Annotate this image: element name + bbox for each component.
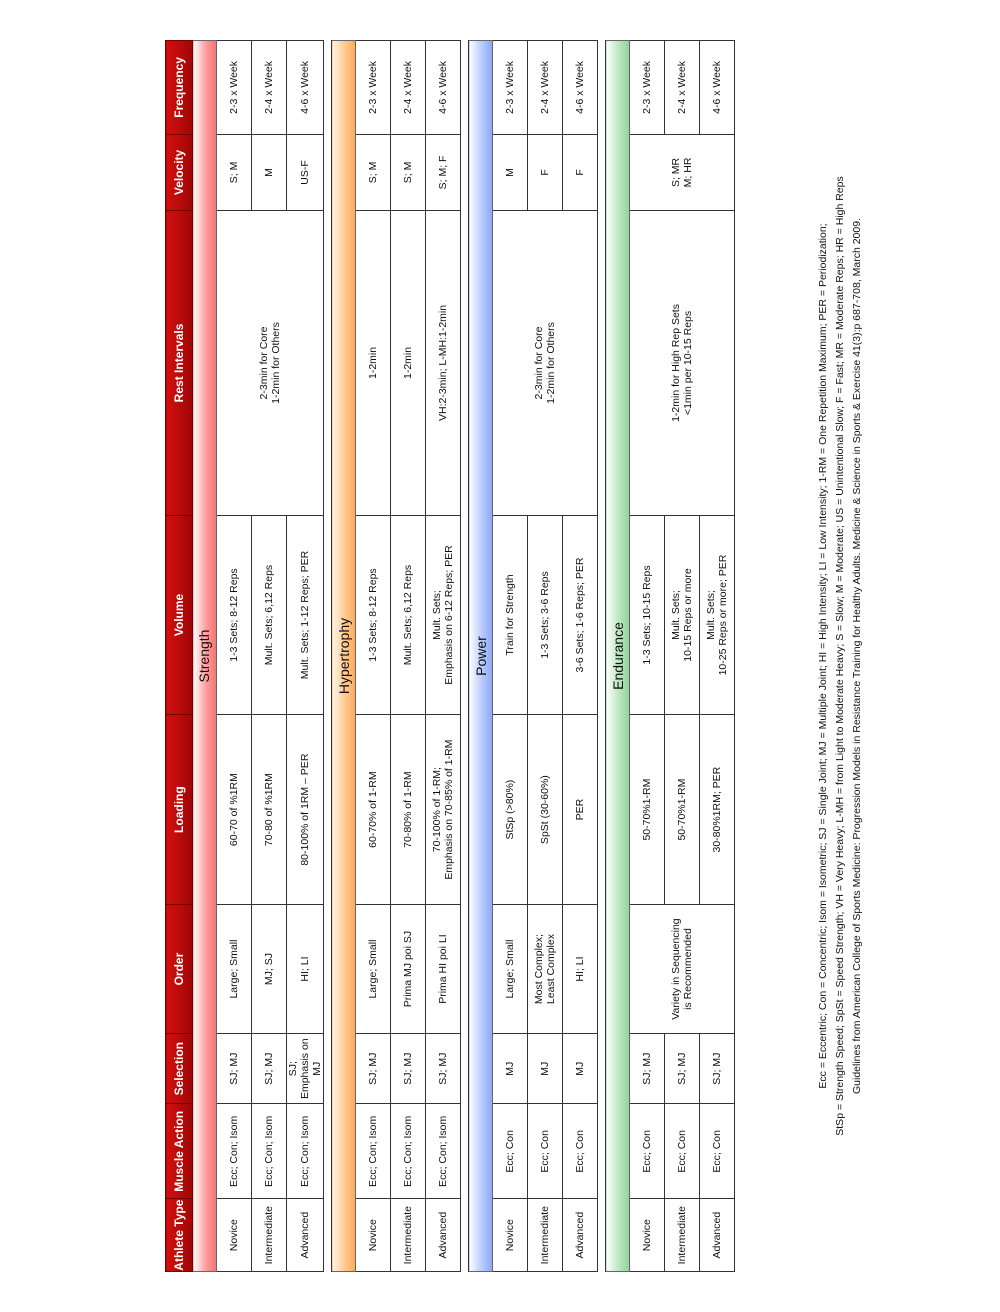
loading: 50-70%1-RM [665,715,700,905]
source-citation: Guidelines from American College of Sports Medicine: Progression Models in Resistance Training for Healthy Adults. Medicine & Science in Sports & Exercise 41(3):p 687-708, March 2009. [851,218,863,1095]
velocity: S; MR M; HR [630,134,735,210]
loading: 70-80 of %1RM [252,715,287,905]
table-row [493,41,528,1272]
velocity: F [563,134,598,210]
loading: 70-80% of 1-RM [391,715,426,905]
section-gap [324,41,332,1272]
order: Prima MJ poi SJ [391,905,426,1034]
athlete-type: Advanced [287,1199,324,1272]
frequency: 2-3 x Week [356,41,391,135]
abbreviations-line-2: StSp = Strength Speed; SpSt = Speed Strength; VH = Very Heavy; L-MH = from Light to Moderate Heavy; S = Slow; M = Moderate; US = Unintentional Slow; F = Fast; MR = Moderate Reps; HR = High Reps [834,176,846,1136]
col-muscle-action: Muscle Action [166,1104,193,1199]
volume: Mult. Sets; Emphasis on 6-12 Reps; PER [426,515,461,714]
loading: 60-70 of %1RM [217,715,252,905]
selection: SJ; MJ [665,1034,700,1104]
velocity: M [252,134,287,210]
rest-intervals: 1-2min [391,211,426,516]
volume: Mult. Sets; 10-15 Reps or more [665,515,700,714]
rotated-page [165,40,863,1272]
selection: MJ [528,1034,563,1104]
section-title-endurance: Endurance [606,41,630,1272]
section-title-strength: Strength [193,41,217,1272]
velocity: S; M [217,134,252,210]
section-hypertrophy [332,41,356,1272]
volume: Train for Strength [493,515,528,714]
col-velocity: Velocity [166,134,193,210]
muscle-action: Ecc; Con; Isom [391,1104,426,1199]
frequency: 2-4 x Week [665,41,700,135]
col-selection: Selection [166,1034,193,1104]
muscle-action: Ecc; Con [630,1104,665,1199]
muscle-action: Ecc; Con [493,1104,528,1199]
loading: 30-80%1RM; PER [700,715,735,905]
selection: SJ; MJ [356,1034,391,1104]
rest-line: 2-3min for Core [258,326,271,400]
frequency: 2-4 x Week [391,41,426,135]
rest-intervals: 1-2min [356,211,391,516]
athlete-type: Novice [493,1199,528,1272]
loading: PER [563,715,598,905]
frequency: 2-3 x Week [630,41,665,135]
loading: 50-70%1-RM [630,715,665,905]
section-gap [461,41,469,1272]
order: Variety in Sequencing is Recommended [630,905,735,1034]
muscle-action: Ecc; Con [563,1104,598,1199]
athlete-type: Advanced [700,1199,735,1272]
selection: SJ; Emphasis on MJ [287,1034,324,1104]
order: HI; LI [287,905,324,1034]
table-row [630,41,665,1272]
loading: 80-100% of 1RM – PER [287,715,324,905]
loading: StSp (>80%) [493,715,528,905]
rest-intervals [217,211,324,516]
training-table [165,40,735,1272]
velocity: S; M; F [426,134,461,210]
section-endurance [606,41,630,1272]
selection: MJ [493,1034,528,1104]
velocity: US-F [287,134,324,210]
volume: Mult. Sets; 6,12 Reps [252,515,287,714]
section-title-hypertrophy: Hypertrophy [332,41,356,1272]
selection: SJ; MJ [630,1034,665,1104]
volume: 3-6 Sets; 1-6 Reps; PER [563,515,598,714]
volume: 1-3 Sets; 10-15 Reps [630,515,665,714]
table-row [391,41,426,1272]
rest-intervals: 1-2min for High Rep Sets <1min per 10-15 Reps [630,211,735,516]
selection: SJ; MJ [252,1034,287,1104]
athlete-type: Novice [630,1199,665,1272]
order: HI; LI [563,905,598,1034]
loading: SpSt (30-60%) [528,715,563,905]
muscle-action: Ecc; Con; Isom [356,1104,391,1199]
athlete-type: Advanced [563,1199,598,1272]
muscle-action: Ecc; Con; Isom [287,1104,324,1199]
frequency: 2-3 x Week [493,41,528,135]
table-row [217,41,252,1272]
table-row [356,41,391,1272]
order: Most Complex; Least Complex [528,905,563,1034]
col-order: Order [166,905,193,1034]
selection: SJ; MJ [426,1034,461,1104]
athlete-type: Intermediate [665,1199,700,1272]
col-frequency: Frequency [166,41,193,135]
velocity: M [493,134,528,210]
order: Large; Small [493,905,528,1034]
frequency: 4-6 x Week [563,41,598,135]
muscle-action: Ecc; Con [528,1104,563,1199]
velocity: S; M [391,134,426,210]
rest-intervals: VH:2-3min; L-MH:1-2min [426,211,461,516]
order: Prima HI poi LI [426,905,461,1034]
section-title-power: Power [469,41,493,1272]
section-power [469,41,493,1272]
frequency: 2-3 x Week [217,41,252,135]
muscle-action: Ecc; Con; Isom [426,1104,461,1199]
col-volume: Volume [166,515,193,714]
order: MJ; SJ [252,905,287,1034]
velocity: F [528,134,563,210]
athlete-type: Intermediate [252,1199,287,1272]
volume: 1-3 Sets; 8-12 Reps [356,515,391,714]
order: Large; Small [217,905,252,1034]
selection: SJ; MJ [217,1034,252,1104]
volume: 1-3 Sets; 8-12 Reps [217,515,252,714]
athlete-type: Novice [217,1199,252,1272]
muscle-action: Ecc; Con; Isom [252,1104,287,1199]
abbreviations-line-1: Ecc = Eccentric; Con = Concentric; Isom = Isometric; SJ = Single Joint; MJ = Multiple Joint; HI = High Intensity; LI = Low Intensity; 1-RM = One Repetition Maximum; PER = Periodization; [817,223,829,1089]
section-strength [193,41,217,1272]
rest-line: 1-2min for Others [270,322,283,404]
order: Large; Small [356,905,391,1034]
frequency: 2-4 x Week [252,41,287,135]
volume: Mult. Sets; 6,12 Reps [391,515,426,714]
footnotes [815,40,866,1272]
header-row [166,41,193,1272]
volume: Mult. Sets; 10-25 Reps or more; PER [700,515,735,714]
col-rest-intervals: Rest Intervals [166,211,193,516]
athlete-type: Advanced [426,1199,461,1272]
muscle-action: Ecc; Con; Isom [217,1104,252,1199]
col-loading: Loading [166,715,193,905]
muscle-action: Ecc; Con [665,1104,700,1199]
athlete-type: Novice [356,1199,391,1272]
selection: SJ; MJ [391,1034,426,1104]
frequency: 4-6 x Week [700,41,735,135]
muscle-action: Ecc; Con [700,1104,735,1199]
athlete-type: Intermediate [528,1199,563,1272]
frequency: 2-4 x Week [528,41,563,135]
athlete-type: Intermediate [391,1199,426,1272]
section-gap [598,41,606,1272]
velocity: S; M [356,134,391,210]
col-athlete-type: Athlete Type [166,1199,193,1272]
rest-intervals: 2-3min for Core 1-2min for Others [493,211,598,516]
frequency: 4-6 x Week [426,41,461,135]
selection: SJ; MJ [700,1034,735,1104]
volume: Mult. Sets; 1-12 Reps; PER [287,515,324,714]
loading: 60-70% of 1-RM [356,715,391,905]
frequency: 4-6 x Week [287,41,324,135]
loading: 70-100% of 1-RM; Emphasis on 70-85% of 1-RM [426,715,461,905]
selection: MJ [563,1034,598,1104]
table-row [426,41,461,1272]
volume: 1-3 Sets; 3-6 Reps [528,515,563,714]
